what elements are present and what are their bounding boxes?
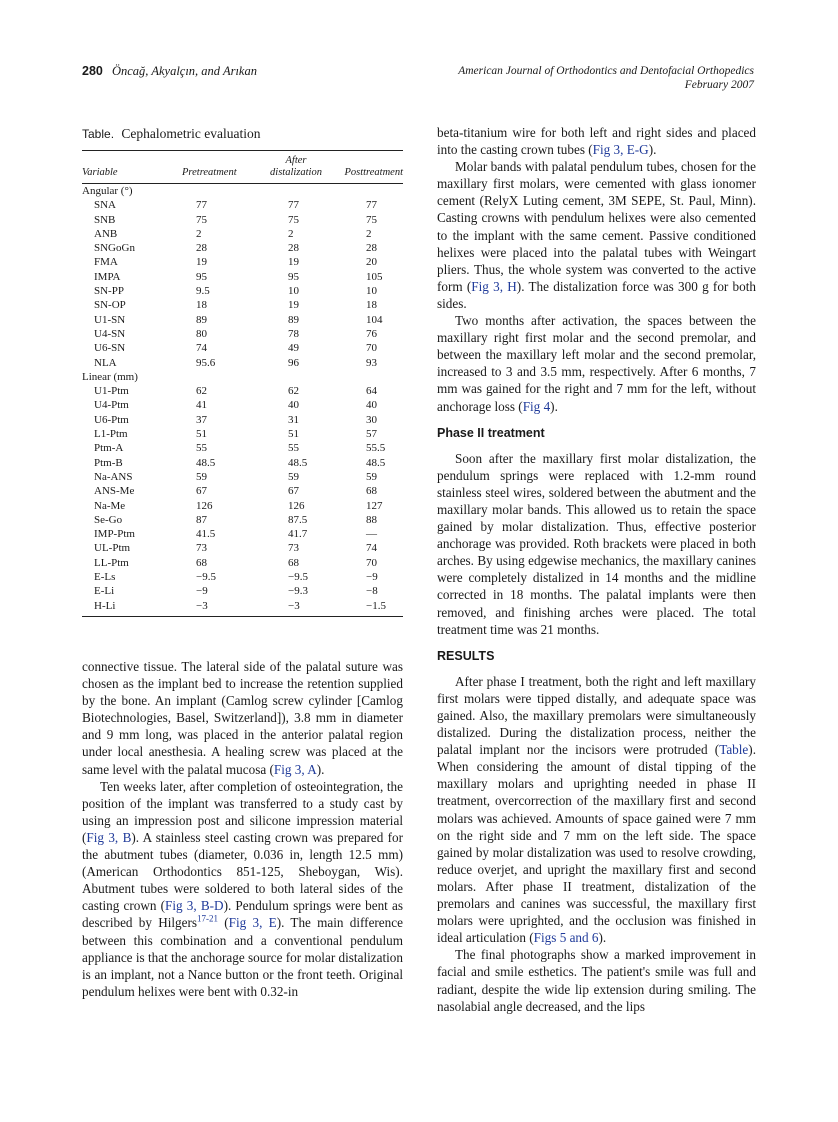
table-row (82, 541, 403, 555)
table-row (82, 599, 403, 613)
figure-reference-link[interactable]: Table (719, 742, 749, 758)
table-cell-pretreatment: 28 (196, 242, 207, 255)
table-cell-posttreatment: 75 (366, 213, 377, 226)
col-header-after-distalization: After distalization (270, 155, 322, 178)
table-cell-pretreatment: 2 (196, 227, 202, 240)
table-cell-pretreatment: 18 (196, 299, 207, 312)
table-cell-variable: SNA (94, 199, 117, 212)
table-cell-pretreatment: 95.6 (196, 356, 216, 369)
table-cell-variable: Na-ANS (94, 470, 133, 483)
figure-reference-link[interactable]: Fig 3, H (471, 278, 517, 294)
figure-reference-link[interactable]: Figs 5 and 6 (533, 930, 599, 946)
table-cell-after-distalization: 48.5 (288, 456, 308, 469)
running-header-right (394, 64, 754, 92)
table-cell-variable: E-Li (94, 585, 115, 598)
figure-reference-link[interactable]: Fig 3, B-D (165, 898, 224, 914)
table-cell-pretreatment: 95 (196, 270, 207, 283)
section-heading-phase-ii: Phase II treatment (437, 425, 545, 440)
body-paragraph (437, 673, 756, 947)
table-group-label: Linear (mm) (82, 370, 138, 383)
table-cell-posttreatment: 93 (366, 356, 377, 369)
table-cell-variable: SN-PP (94, 285, 124, 298)
table-row (82, 441, 403, 455)
table-cell-posttreatment: 10 (366, 285, 377, 298)
table-title: Cephalometric evaluation (121, 126, 261, 141)
table-cell-posttreatment: 68 (366, 485, 377, 498)
table-cell-after-distalization: 41.7 (288, 528, 308, 541)
table-row (82, 499, 403, 513)
table-row (82, 570, 403, 584)
table-cell-variable: SNB (94, 213, 116, 226)
table-cell-pretreatment: 9.5 (196, 285, 210, 298)
figure-reference-link[interactable]: Fig 3, E-G (592, 142, 649, 158)
table-cell-pretreatment: 74 (196, 342, 207, 355)
section-heading-results: RESULTS (437, 648, 495, 663)
table-cell-variable: UL-Ptm (94, 542, 131, 555)
table-cell-posttreatment: — (366, 528, 377, 541)
table-row (82, 241, 403, 255)
table-cell-posttreatment: 74 (366, 542, 377, 555)
table-cell-posttreatment: 104 (366, 313, 383, 326)
paragraph-text-run: ). (550, 398, 558, 414)
table-row (82, 527, 403, 541)
table-cell-after-distalization: 31 (288, 413, 299, 426)
table-row (82, 198, 403, 212)
table-cell-posttreatment: 30 (366, 413, 377, 426)
table-row (82, 298, 403, 312)
paragraph-text-run: After phase I treatment, both the right and left maxillary first molars were tipped distally, and adequate space was gained. Also, the maxillary premolars were simultaneously distalized. During the distalization process, neither the palatal implant nor the incisors were protruded ( (437, 673, 756, 758)
table-row (82, 484, 403, 498)
paragraph-text-run: Two months after activation, the spaces between the maxillary right first molar and the second premolar, and between the maxillary left molar and the second premolar, increased to 3 and 3.5 mm, respectively. After 6 months, 7 mm was gained for the right and 7 mm for the left, without anchorage loss ( (437, 313, 756, 414)
table-cell-posttreatment: 20 (366, 256, 377, 269)
table-cell-after-distalization: 10 (288, 285, 299, 298)
paragraph-text-run: The final photographs show a marked improvement in facial and smile esthetics. The patient's smile was full and radiant, despite the wide lip extension during smiling. The nasolabial angle decreased, and the lips (437, 947, 756, 1014)
table-row (82, 384, 403, 398)
table-cell-posttreatment: 28 (366, 242, 377, 255)
table-cell-after-distalization: 73 (288, 542, 299, 555)
running-authors: Öncağ, Akyalçın, and Arıkan (111, 64, 257, 78)
table-cell-posttreatment: −9 (366, 571, 378, 584)
table-cell-pretreatment: −9 (196, 585, 208, 598)
table-cell-after-distalization: −3 (288, 599, 300, 612)
paragraph-text-run: Molar bands with palatal pendulum tubes, chosen for the maxillary first molars, were cemented with glass ionomer cement (RelyX Luting cement, 3M SEPE, St. Paul, Minn). Casting crowns with pendulum helixes were also cemented to the implant with the same cement. Passive conditioned helixes were placed into the palatal tubes with Weingart pliers. Thus, the whole system was converted to the active form ( (437, 159, 756, 294)
table-cell-variable: IMPA (94, 270, 121, 283)
paragraph-text-run: ). (598, 930, 607, 946)
table-cell-variable: IMP-Ptm (94, 528, 135, 541)
body-paragraph (437, 124, 756, 158)
table-cell-pretreatment: 75 (196, 213, 207, 226)
table-cell-variable: U1-SN (94, 313, 126, 326)
table-group-row (82, 370, 403, 384)
table-row (82, 284, 403, 298)
table-row (82, 427, 403, 441)
cephalometric-table (82, 126, 403, 617)
table-cell-after-distalization: 78 (288, 327, 299, 340)
table-cell-after-distalization: 2 (288, 227, 294, 240)
table-cell-posttreatment: 127 (366, 499, 383, 512)
paragraph-text-run: ( (218, 915, 229, 931)
paragraph-text-run: ). The distalization force was 300 g for both sides. (437, 278, 756, 311)
paragraph-text-run: connective tissue. The lateral side of the palatal suture was chosen as the implant bed to increase the retention supplied by the bone. An implant (Camlog screw cylinder [Camlog Biotechnologies, Basel, Switzerland]), 3.8 mm in diameter and 9 mm long, was placed in the anterior palatal region under local anesthesia. A healing screw was placed at the same level with the palatal mucosa ( (82, 659, 403, 777)
table-bottom-rule (82, 616, 403, 617)
table-label: Table. (82, 127, 115, 141)
table-cell-variable: U4-SN (94, 327, 126, 340)
table-cell-pretreatment: 87 (196, 513, 207, 526)
table-cell-after-distalization: 19 (288, 256, 299, 269)
body-paragraph (82, 658, 403, 778)
table-row (82, 255, 403, 269)
figure-reference-link[interactable]: Fig 3, A (273, 761, 317, 777)
table-cell-pretreatment: 41.5 (196, 528, 216, 541)
table-cell-posttreatment: 64 (366, 385, 377, 398)
running-header-left (82, 64, 257, 79)
table-cell-after-distalization: 67 (288, 485, 299, 498)
table-cell-pretreatment: 68 (196, 556, 207, 569)
table-cell-posttreatment: 76 (366, 327, 377, 340)
body-paragraph (437, 312, 756, 415)
issue-date: February 2007 (684, 79, 754, 91)
table-cell-pretreatment: 51 (196, 428, 207, 441)
table-cell-variable: Ptm-A (94, 442, 124, 455)
left-column-text (82, 658, 403, 1000)
table-cell-after-distalization: 28 (288, 242, 299, 255)
table-cell-variable: NLA (94, 356, 117, 369)
table-row (82, 341, 403, 355)
figure-reference-link[interactable]: Fig 3, E (228, 915, 277, 931)
table-row (82, 556, 403, 570)
table-cell-pretreatment: 80 (196, 327, 207, 340)
table-row (82, 213, 403, 227)
table-cell-pretreatment: 55 (196, 442, 207, 455)
paragraph-text-run: ). The main difference between this combination and a conventional pendulum appliance is that the anchorage source for molar distalization is an implant, not a Nance button or the front teeth. Original pendulum helixes were bent with 0.32-in (82, 915, 403, 999)
table-cell-after-distalization: 49 (288, 342, 299, 355)
table-row (82, 413, 403, 427)
table-cell-posttreatment: 70 (366, 342, 377, 355)
table-header-row (82, 151, 403, 183)
col-header-variable: Variable (82, 167, 118, 178)
table-row (82, 356, 403, 370)
table-row (82, 227, 403, 241)
table-row (82, 270, 403, 284)
table-cell-after-distalization: 87.5 (288, 513, 308, 526)
table-cell-pretreatment: 41 (196, 399, 207, 412)
table-row (82, 456, 403, 470)
table-cell-variable: SNGoGn (94, 242, 135, 255)
table-cell-after-distalization: 96 (288, 356, 299, 369)
paragraph-text-run: ). (648, 142, 657, 158)
table-cell-variable: ANB (94, 227, 118, 240)
right-column-text (437, 124, 756, 1015)
body-paragraph (437, 158, 756, 312)
table-cell-pretreatment: 37 (196, 413, 207, 426)
table-row (82, 513, 403, 527)
body-paragraph (82, 778, 403, 1000)
table-cell-posttreatment: 57 (366, 428, 377, 441)
table-cell-pretreatment: 59 (196, 470, 207, 483)
table-cell-after-distalization: 126 (288, 499, 305, 512)
table-cell-posttreatment: 48.5 (366, 456, 386, 469)
figure-reference-link[interactable]: Fig 3, B (86, 829, 132, 845)
table-cell-posttreatment: 40 (366, 399, 377, 412)
table-row (82, 327, 403, 341)
table-cell-pretreatment: −9.5 (196, 571, 216, 584)
table-cell-posttreatment: 59 (366, 470, 377, 483)
table-cell-variable: E-Ls (94, 571, 116, 584)
table-cell-variable: U6-Ptm (94, 413, 129, 426)
table-cell-pretreatment: 19 (196, 256, 207, 269)
paragraph-text-run: ). When considering the amount of distal tipping of the maxillary molars and uprighting needed in phase II treatment, overcorrection of the maxillary first and second molars was achieved. Amounts of space gained were 7 mm on the right side and 7 mm on the left side. The space gained by molar distalization was used to resolve crowding, reduce overjet, and upright the maxillary first and second molars. After phase II treatment, distalization of the premolars and canines was successful, the maxillary first molars were uprighted, and the occlusion was finished in ideal articulation ( (437, 742, 756, 946)
table-cell-pretreatment: 62 (196, 385, 207, 398)
table-cell-after-distalization: 59 (288, 470, 299, 483)
table-cell-variable: U1-Ptm (94, 385, 129, 398)
paragraph-text-run: beta-titanium wire for both left and right sides and placed into the casting crown tubes ( (437, 125, 756, 158)
table-row (82, 584, 403, 598)
paragraph-text-run: ). Pendulum springs were bent as described by Hilgers (82, 898, 403, 931)
table-cell-posttreatment: 55.5 (366, 442, 386, 455)
table-cell-pretreatment: 126 (196, 499, 213, 512)
table-group-row (82, 184, 403, 198)
table-cell-pretreatment: 67 (196, 485, 207, 498)
body-paragraph (437, 946, 756, 1014)
table-cell-variable: ANS-Me (94, 485, 135, 498)
table-cell-posttreatment: −1.5 (366, 599, 386, 612)
col-header-posttreatment: Posttreatment (344, 167, 403, 178)
table-cell-variable: Se-Go (94, 513, 123, 526)
table-cell-variable: H-Li (94, 599, 116, 612)
table-cell-after-distalization: 51 (288, 428, 299, 441)
page-number: 280 (82, 64, 103, 78)
body-paragraph (437, 450, 756, 638)
table-cell-posttreatment: 18 (366, 299, 377, 312)
paragraph-text-run: ). A stainless steel casting crown was prepared for the abutment tubes (diameter, 0.036 in, length 12.5 mm) (American Orthodontics 851-125, Sheboygan, Wis). Abutment tubes were soldered to both lateral sides of the casting crown ( (82, 829, 404, 914)
table-cell-variable: Na-Me (94, 499, 126, 512)
table-cell-after-distalization: 95 (288, 270, 299, 283)
paragraph-text-run: ). (316, 761, 325, 777)
table-row (82, 398, 403, 412)
table-cell-variable: U6-SN (94, 342, 126, 355)
figure-reference-link[interactable]: Fig 4 (522, 398, 551, 414)
table-cell-pretreatment: 77 (196, 199, 207, 212)
table-cell-pretreatment: −3 (196, 599, 208, 612)
table-cell-variable: LL-Ptm (94, 556, 129, 569)
table-cell-after-distalization: 77 (288, 199, 299, 212)
paragraph-text-run: Ten weeks later, after completion of osteointegration, the position of the implant was transferred to a study cast by using an impression post and silicone impression material ( (82, 778, 403, 845)
table-group-label: Angular (°) (82, 185, 133, 197)
table-cell-pretreatment: 73 (196, 542, 207, 555)
table-cell-after-distalization: 62 (288, 385, 299, 398)
table-cell-after-distalization: −9.3 (288, 585, 308, 598)
table-grid (82, 151, 403, 613)
paragraph-text-run: Soon after the maxillary first molar distalization, the pendulum springs were replaced with 1.2-mm round stainless steel wires, soldered between the abutment and the maxillary molar bands. This allowed us to retain the space gained by molar distalization. Thus, effective posterior anchorage was provided. Roth brackets were placed in both arches. By using edgewise mechanics, the maxillary canines were completely distalized in 14 months and the midline corrected in 18 months. The palatal implants were then removed, and finishing arches were placed. The total treatment time was 21 months. (437, 450, 756, 637)
table-cell-after-distalization: 89 (288, 313, 299, 326)
citation-reference-link[interactable]: 17-21 (197, 914, 219, 925)
table-cell-posttreatment: 2 (366, 227, 372, 240)
table-cell-pretreatment: 89 (196, 313, 207, 326)
table-cell-after-distalization: 75 (288, 213, 299, 226)
table-cell-after-distalization: 55 (288, 442, 299, 455)
table-cell-posttreatment: 70 (366, 556, 377, 569)
table-cell-variable: L1-Ptm (94, 428, 128, 441)
table-cell-posttreatment: 77 (366, 199, 377, 212)
table-cell-posttreatment: −8 (366, 585, 378, 598)
table-cell-posttreatment: 105 (366, 270, 383, 283)
table-cell-variable: FMA (94, 256, 118, 269)
journal-name: American Journal of Orthodontics and Dentofacial Orthopedics (458, 65, 754, 77)
table-cell-after-distalization: 68 (288, 556, 299, 569)
table-cell-after-distalization: 40 (288, 399, 299, 412)
table-cell-variable: SN-OP (94, 299, 126, 312)
table-cell-pretreatment: 48.5 (196, 456, 216, 469)
table-row (82, 470, 403, 484)
col-header-pretreatment: Pretreatment (182, 167, 237, 178)
table-cell-after-distalization: 19 (288, 299, 299, 312)
table-row (82, 313, 403, 327)
table-cell-variable: U4-Ptm (94, 399, 129, 412)
table-cell-variable: Ptm-B (94, 456, 123, 469)
table-caption (82, 126, 403, 142)
table-cell-after-distalization: −9.5 (288, 571, 308, 584)
table-cell-posttreatment: 88 (366, 513, 377, 526)
